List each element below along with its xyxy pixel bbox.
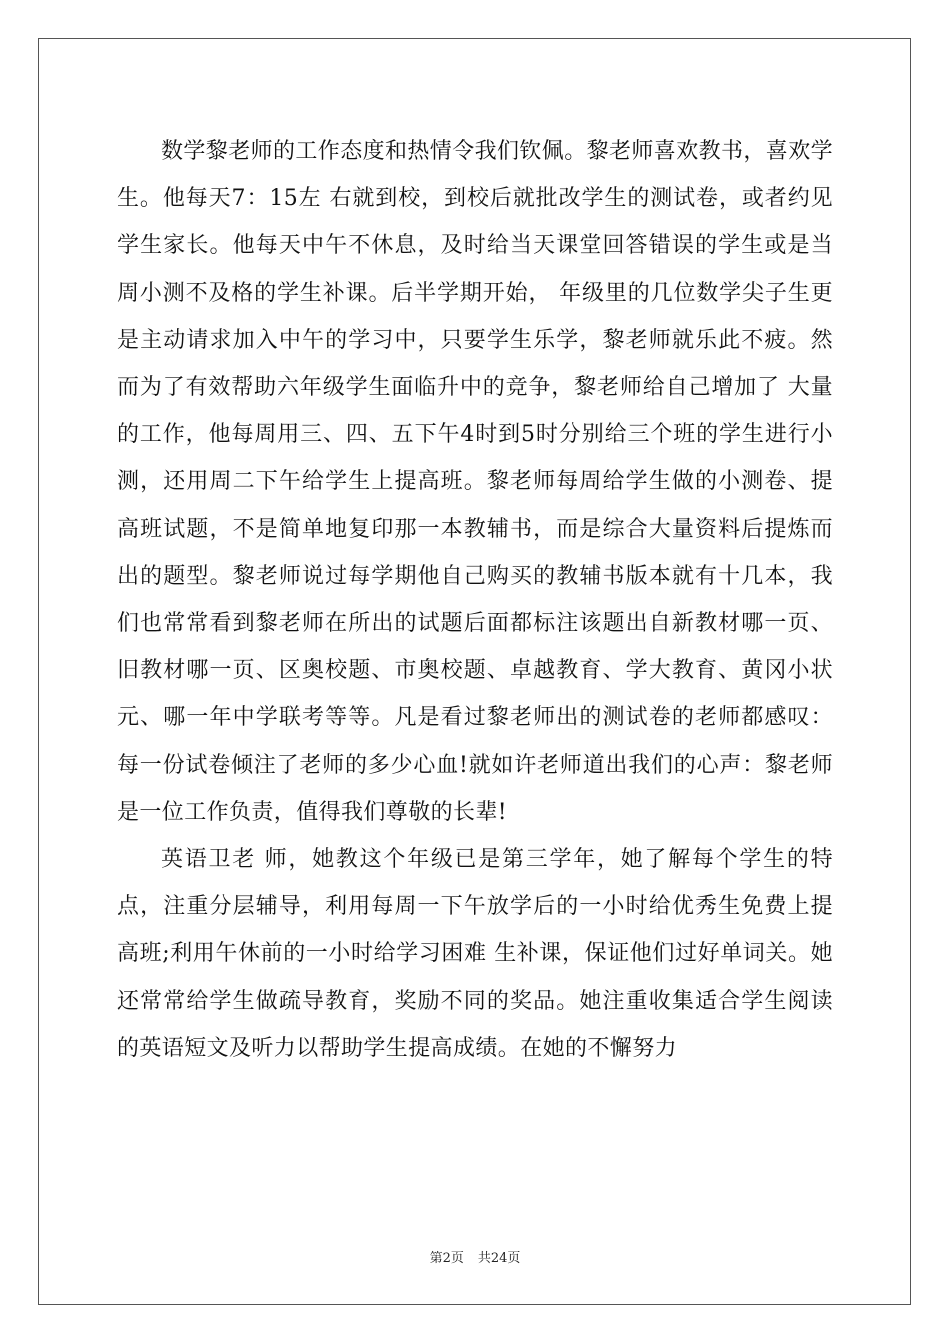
page-footer — [0, 1247, 950, 1266]
page-number: 第2页 — [429, 1251, 464, 1266]
paragraph-english-teacher: 英语卫老 师，她教这个年级已是第三学年，她了解每个学生的特点，注重分层辅导，利用每周一下午放学后的一小时给优秀生免费上提高班;利用午休前的一小时给学习困难 生补课，保证他们过好单词关。她还常常给学生做疏导教育，奖励不同的奖品。她注重收集适合学生阅读的英语短文及听力以帮助学生提高成绩。在她的不懈努力 — [117, 847, 833, 1061]
page-total: 共24页 — [477, 1251, 521, 1266]
paragraph-math-teacher: 数学黎老师的工作态度和热情令我们钦佩。黎老师喜欢教书，喜欢学生。他每天7：15左 右就到校，到校后就批改学生的测试卷，或者约见学生家长。他每天中午不休息，及时给当天课堂回答错误的学生或是当周小测不及格的学生补课。后半学期开始， 年级里的几位数学尖子生更是主动请求加入中午的学习中，只要学生乐学，黎老师就乐此不疲。然而为了有效帮助六年级学生面临升中的竞争，黎老师给自己增加了 大量的工作，他每周用三、四、五下午4时到5时分别给三个班的学生进行小测，还用周二下午给学生上提高班。黎老师每周给学生做的小测卷、提高班试题，不是简单地复印那一本教辅书，而是综合大量资料后提炼而出的题型。黎老师说过每学期他自己购买的教辅书版本就有十几本，我们也常常看到黎老师在所出的试题后面都标注该题出自新教材哪一页、旧教材哪一页、区奥校题、市奥校题、卓越教育、学大教育、黄冈小状元、哪一年中学联考等等。凡是看过黎老师出的测试卷的老师都感叹：每一份试卷倾注了老师的多少心血!就如许老师道出我们的心声：黎老师是一位工作负责，值得我们尊敬的长辈! — [117, 139, 834, 825]
document-body — [117, 128, 833, 1072]
